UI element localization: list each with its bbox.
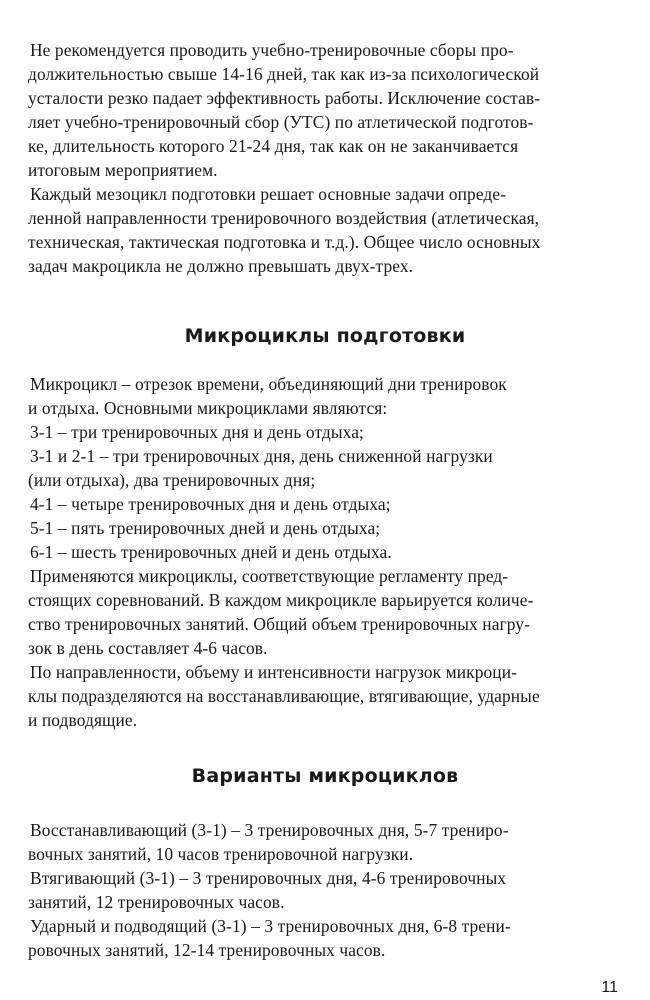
list-item: 3-1 – три тренировочных дня и день отдыха; [30,422,364,442]
text-line: ровочных занятий, 12-14 тренировочных часов. [28,940,386,960]
text-line: клы подразделяются на восстанавливающие, втягивающие, ударные [28,686,540,706]
text-line: ляет учебно-тренировочный сбор (УТС) по атлетической подготов- [28,112,534,132]
text-line: (или отдыха), два тренировочных дня; [28,470,316,490]
list-item: 6-1 – шесть тренировочных дней и день отдыха. [30,542,392,562]
text-line: должительностью свыше 14-16 дней, так как из-за психологической [28,64,540,84]
text-line: и подводящие. [28,710,138,730]
text-line: итоговым мероприятием. [28,160,218,180]
list-item: 5-1 – пять тренировочных дней и день отдыха; [30,518,381,538]
text-line: Микроцикл – отрезок времени, объединяющий дни тренировок [30,374,507,394]
text-line: ленной направленности тренировочного воздействия (атлетическая, [28,208,540,228]
text-line: стоящих соревнований. В каждом микроцикле варьируется количе- [28,590,534,610]
text-line: Каждый мезоцикл подготовки решает основные задачи опреде- [30,184,507,204]
text-line: Втягивающий (3-1) – 3 тренировочных дня, 4-6 тренировочных [30,868,507,888]
page-number: 11 [601,979,618,996]
list-item: 4-1 – четыре тренировочных дня и день отдыха; [30,494,391,514]
section-heading-variants: Варианты микроциклов [191,765,459,787]
text-line: задач макроцикла не должно превышать двух-трех. [28,256,414,276]
text-line: ке, длительность которого 21-24 дня, так как он не заканчивается [28,136,519,156]
text-line: вочных занятий, 10 часов тренировочной нагрузки. [28,844,414,864]
text-line: По направленности, объему и интенсивности нагрузок микроци- [30,662,518,682]
section-heading-microcycles: Микроциклы подготовки [184,325,466,347]
text-line: усталости резко падает эффективность работы. Исключение состав- [28,88,541,108]
text-line: ство тренировочных занятий. Общий объем тренировочных нагру- [28,614,530,634]
text-line: и отдыха. Основными микроциклами являются: [28,398,388,418]
text-line: Восстанавливающий (3-1) – 3 тренировочных дня, 5-7 трениро- [30,820,509,840]
text-line: техническая, тактическая подготовка и т.д.). Общее число основных [28,232,541,252]
text-line: Применяются микроциклы, соответствующие регламенту пред- [30,566,509,586]
text-line: зок в день составляет 4-6 часов. [28,638,268,658]
text-line: Не рекомендуется проводить учебно-тренировочные сборы про- [30,40,514,60]
text-line: занятий, 12 тренировочных часов. [28,892,285,912]
list-item: 3-1 и 2-1 – три тренировочных дня, день сниженной нагрузки [30,446,493,466]
text-line: Ударный и подводящий (3-1) – 3 тренировочных дня, 6-8 трени- [30,916,511,936]
